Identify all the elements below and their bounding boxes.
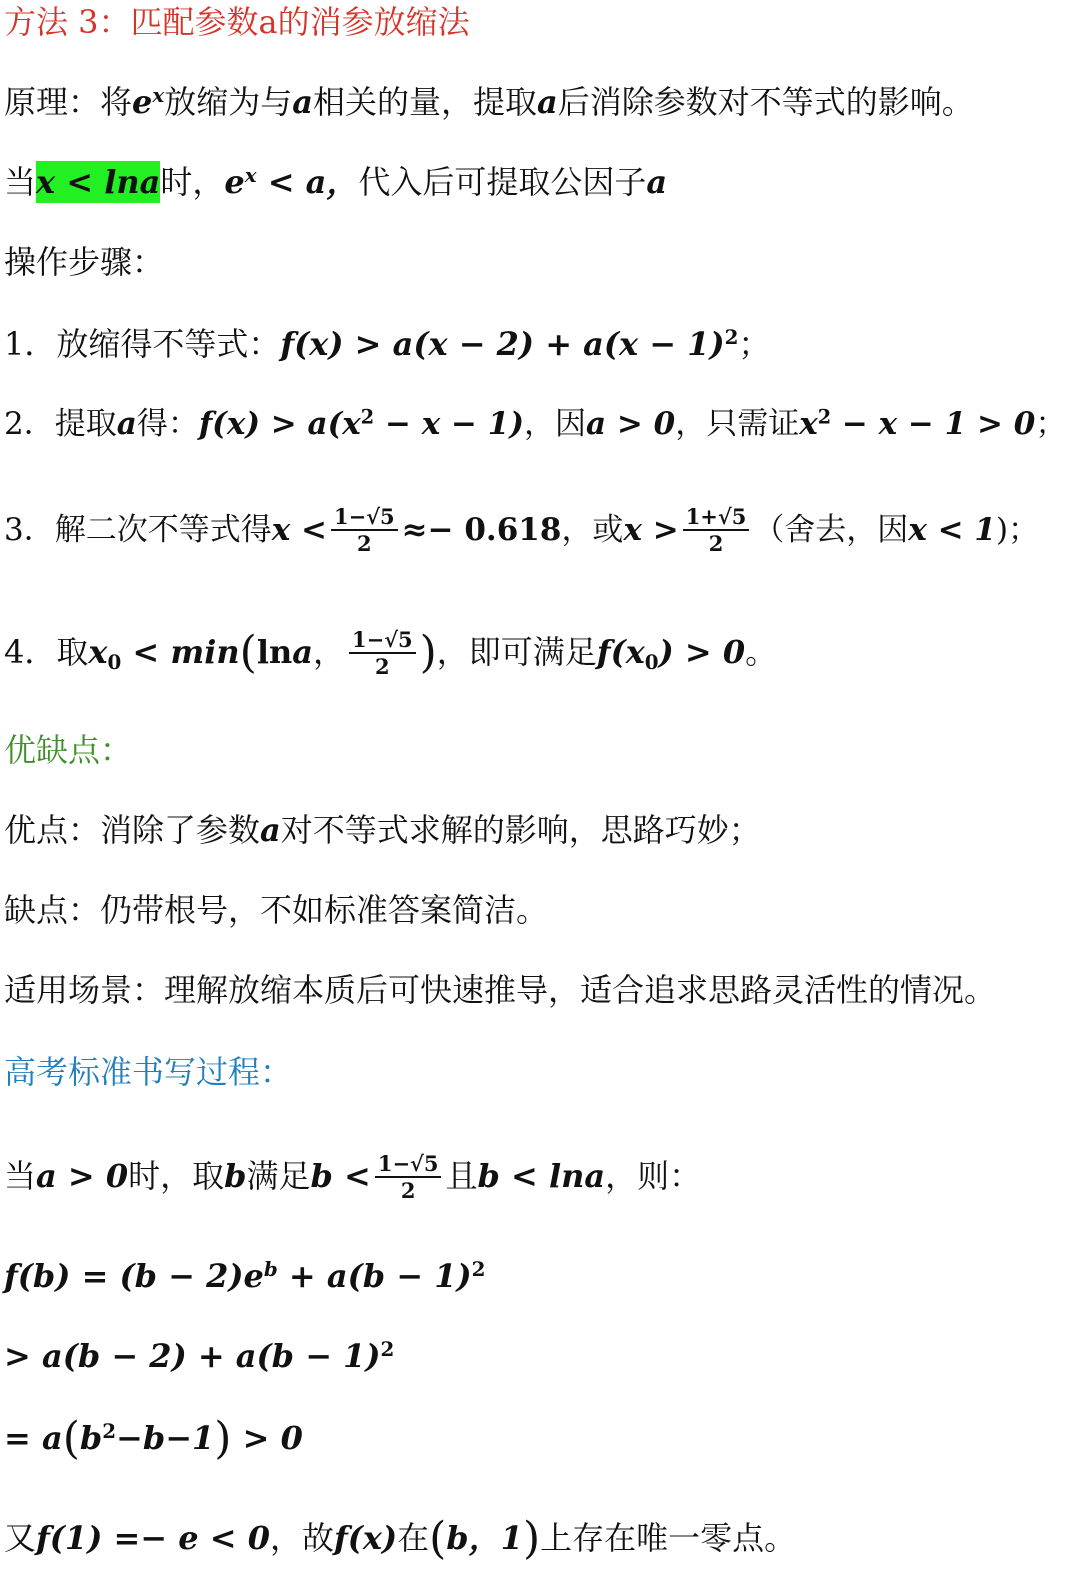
proof-formula: f(1) =− e < 0: [36, 1519, 270, 1557]
step-number: 3．: [4, 512, 55, 548]
proof-text: 上存在唯一零点。: [540, 1519, 797, 1557]
cons-line: 缺点：仍带根号，不如标准答案简洁。: [4, 891, 549, 929]
proof-text: ，则：: [605, 1157, 702, 1195]
step-3: [4, 500, 1076, 560]
principle-text: 将: [100, 83, 133, 121]
pros-text: 消除了参数: [100, 811, 261, 849]
step-formula: f(x) > a(x: [198, 406, 361, 442]
proof-formula: + a(b − 1): [277, 1257, 472, 1295]
proof-text: 当: [4, 1157, 37, 1195]
proof-line-4: [4, 1412, 1076, 1465]
pros-text: 对不等式求解的影响，思路巧妙；: [280, 811, 761, 849]
fraction: [683, 505, 750, 555]
step-text: ，因: [524, 406, 586, 442]
step-inequality: x >: [623, 512, 679, 548]
proof-interval: b，1: [446, 1519, 523, 1557]
math-relation: < a，: [256, 163, 359, 201]
fraction-numerator: 1+√5: [683, 505, 750, 531]
math-exponent: x: [152, 83, 165, 108]
step-text: 放缩得不等式：: [56, 325, 281, 363]
proof-formula: f(b) = (b − 2)e: [4, 1257, 264, 1295]
math-x: x: [799, 406, 818, 442]
step-text: 取: [56, 633, 89, 671]
proof-formula: > 0: [231, 1419, 303, 1457]
proof-text: 又: [4, 1519, 37, 1557]
math-a: a: [536, 83, 558, 121]
step-formula: f(x: [596, 633, 645, 671]
math-exponent: 2: [471, 1257, 486, 1282]
left-paren: (: [239, 627, 257, 678]
step-number: 2．: [4, 406, 55, 442]
steps-title: 操作步骤：: [4, 243, 165, 281]
writing-title: 高考标准书写过程：: [4, 1053, 293, 1091]
fraction-denominator: 2: [356, 530, 372, 556]
step-punct: ；: [738, 325, 771, 363]
step-punct: ；: [1035, 406, 1067, 442]
pros-label: 优点：: [4, 811, 101, 849]
proof-condition: a > 0: [36, 1157, 129, 1195]
left-paren: (: [62, 1413, 80, 1464]
scenario-line: 适用场景：理解放缩本质后可快速推导，适合追求思路灵活性的情况。: [4, 971, 997, 1009]
step-text: ，只需证: [675, 406, 800, 442]
step-punct: )；: [995, 512, 1040, 548]
fraction-numerator: 1−√5: [331, 505, 398, 531]
proof-formula: > a(b − 2) + a(b − 1): [4, 1337, 381, 1375]
condition-text: 当: [4, 163, 37, 201]
math-subscript: 0: [644, 649, 659, 674]
step-inequality: x <: [271, 512, 327, 548]
right-paren: ): [214, 1413, 232, 1464]
proof-line-5: [4, 1512, 1076, 1565]
math-a: a: [260, 811, 281, 849]
math-e: e: [132, 83, 153, 121]
step-condition: x < 1: [908, 512, 996, 548]
principle-line: [4, 80, 1076, 124]
principle-label: 原理：: [4, 83, 101, 121]
math-b: b: [224, 1157, 247, 1195]
proof-formula: f(x): [333, 1519, 398, 1557]
proof-line-2: [4, 1254, 1076, 1298]
step-1: [4, 322, 1076, 366]
step-inequality: − x − 1 > 0: [831, 406, 1036, 442]
step-2: [4, 402, 1076, 446]
pros-line: [4, 808, 1076, 852]
principle-text: 相关的量，提取: [312, 83, 537, 121]
proof-formula: = a: [4, 1419, 63, 1457]
step-formula: f(x) > a(x − 2) + a(x − 1): [280, 325, 725, 363]
math-e: e: [224, 163, 245, 201]
step-text: （舍去，因: [753, 512, 909, 548]
step-punct: ，: [312, 633, 345, 671]
step-condition: a > 0: [586, 406, 676, 442]
fraction-denominator: 2: [374, 653, 390, 679]
math-b: b: [79, 1419, 103, 1457]
condition-line: [4, 160, 1076, 204]
fraction: [375, 1152, 442, 1202]
math-exponent: 2: [724, 325, 739, 350]
math-exponent: 2: [102, 1419, 117, 1444]
highlighted-condition: x < lna: [36, 163, 161, 201]
math-exponent: x: [244, 163, 257, 188]
right-paren: ): [419, 627, 437, 678]
math-exponent: 2: [380, 1337, 395, 1362]
principle-text: 后消除参数对不等式的影响。: [557, 83, 974, 121]
fraction-numerator: 1−√5: [349, 628, 416, 654]
math-a: a: [292, 83, 313, 121]
step-text: 得：: [136, 406, 199, 442]
step-number: 1．: [4, 325, 57, 363]
step-punct: 。: [745, 633, 778, 671]
step-text: 提取: [54, 406, 117, 442]
right-paren: ): [522, 1513, 541, 1564]
step-formula: ) > 0: [658, 633, 746, 671]
proof-text: 时，取: [128, 1157, 225, 1195]
fraction: [331, 505, 398, 555]
proof-inequality: b < lna: [477, 1157, 606, 1195]
proof-text: 且: [445, 1157, 478, 1195]
pros-cons-title: 优缺点：: [4, 731, 133, 769]
proof-line-3: [4, 1334, 1076, 1378]
proof-inequality: b <: [310, 1157, 371, 1195]
math-exponent: 2: [360, 405, 375, 429]
proof-text: 在: [397, 1519, 430, 1557]
math-a: a: [646, 163, 668, 201]
proof-text: 满足: [246, 1157, 311, 1195]
math-a: a: [116, 406, 137, 442]
condition-text: 时，: [160, 163, 225, 201]
step-text: ，或: [561, 512, 624, 548]
condition-text: 代入后可提取公因子: [358, 163, 647, 201]
step-text: ，即可满足: [436, 633, 597, 671]
fraction-numerator: 1−√5: [375, 1152, 442, 1178]
principle-text: 放缩为与: [164, 83, 293, 121]
method-title: 方法 3：匹配参数a的消参放缩法: [4, 3, 470, 41]
fraction-denominator: 2: [400, 1177, 416, 1203]
approx-value: ≈− 0.618: [401, 512, 562, 548]
math-exponent: 2: [817, 405, 832, 429]
step-number: 4．: [4, 633, 57, 671]
math-a: a: [292, 633, 313, 671]
proof-formula: −b−1: [116, 1419, 215, 1457]
math-min: < min: [121, 633, 240, 671]
left-paren: (: [429, 1513, 447, 1564]
fraction-denominator: 2: [708, 530, 724, 556]
proof-text: ，故: [269, 1519, 334, 1557]
step-formula: − x − 1): [374, 406, 524, 442]
math-x: x: [88, 633, 108, 671]
math-exponent: b: [263, 1257, 278, 1282]
step-4: [4, 620, 1076, 685]
proof-line-1: [4, 1146, 1076, 1206]
math-subscript: 0: [107, 649, 122, 674]
math-ln: ln: [256, 633, 293, 671]
fraction: [349, 628, 416, 678]
step-text: 解二次不等式得: [54, 512, 272, 548]
